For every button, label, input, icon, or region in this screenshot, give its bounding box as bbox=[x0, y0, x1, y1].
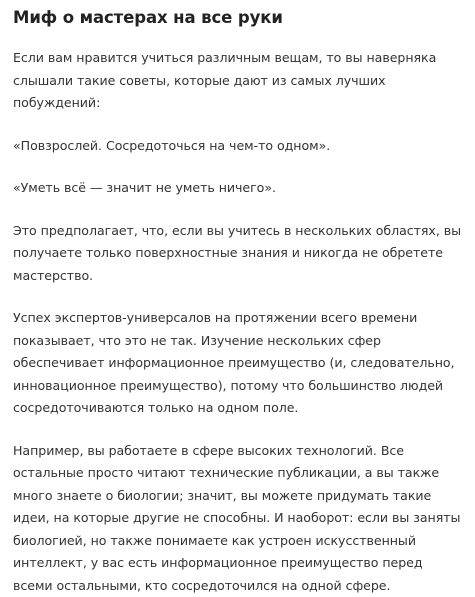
paragraph-quote-grow-up: «Повзрослей. Сосредоточься на чем-то одном». bbox=[13, 135, 461, 158]
article-title: Миф о мастерах на все руки bbox=[13, 8, 461, 28]
paragraph-quote-jack-of-all-trades: «Уметь всё — значит не уметь ничего». bbox=[13, 177, 461, 200]
paragraph-example: Например, вы работаете в сфере высоких технологий. Все остальные просто читают технические публикации, а вы также много знаете о биологии; значит, вы можете придумать такие идеи, на которые другие не способны. И наоборот: если вы заняты биологией, но также понимаете как устроен искусственный интеллект, у вас есть информационное преимущество перед всеми остальными, кто сосредоточился на одной сфере. bbox=[13, 440, 461, 597]
paragraph-assumption: Это предполагает, что, если вы учитесь в нескольких областях, вы получаете только поверхностные знания и никогда не обретете мастерство. bbox=[13, 220, 461, 288]
paragraph-intro: Если вам нравится учиться различным вещам, то вы наверняка слышали такие советы, которые дают из самых лучших побуждений: bbox=[13, 47, 461, 115]
paragraph-experts-success: Успех экспертов-универсалов на протяжении всего времени показывает, что это не так. Изучение нескольких сфер обеспечивает информационное преимущество (и, следовательно, инновационное преимущество), потому что большинство людей сосредоточиваются только на одном поле. bbox=[13, 307, 461, 420]
